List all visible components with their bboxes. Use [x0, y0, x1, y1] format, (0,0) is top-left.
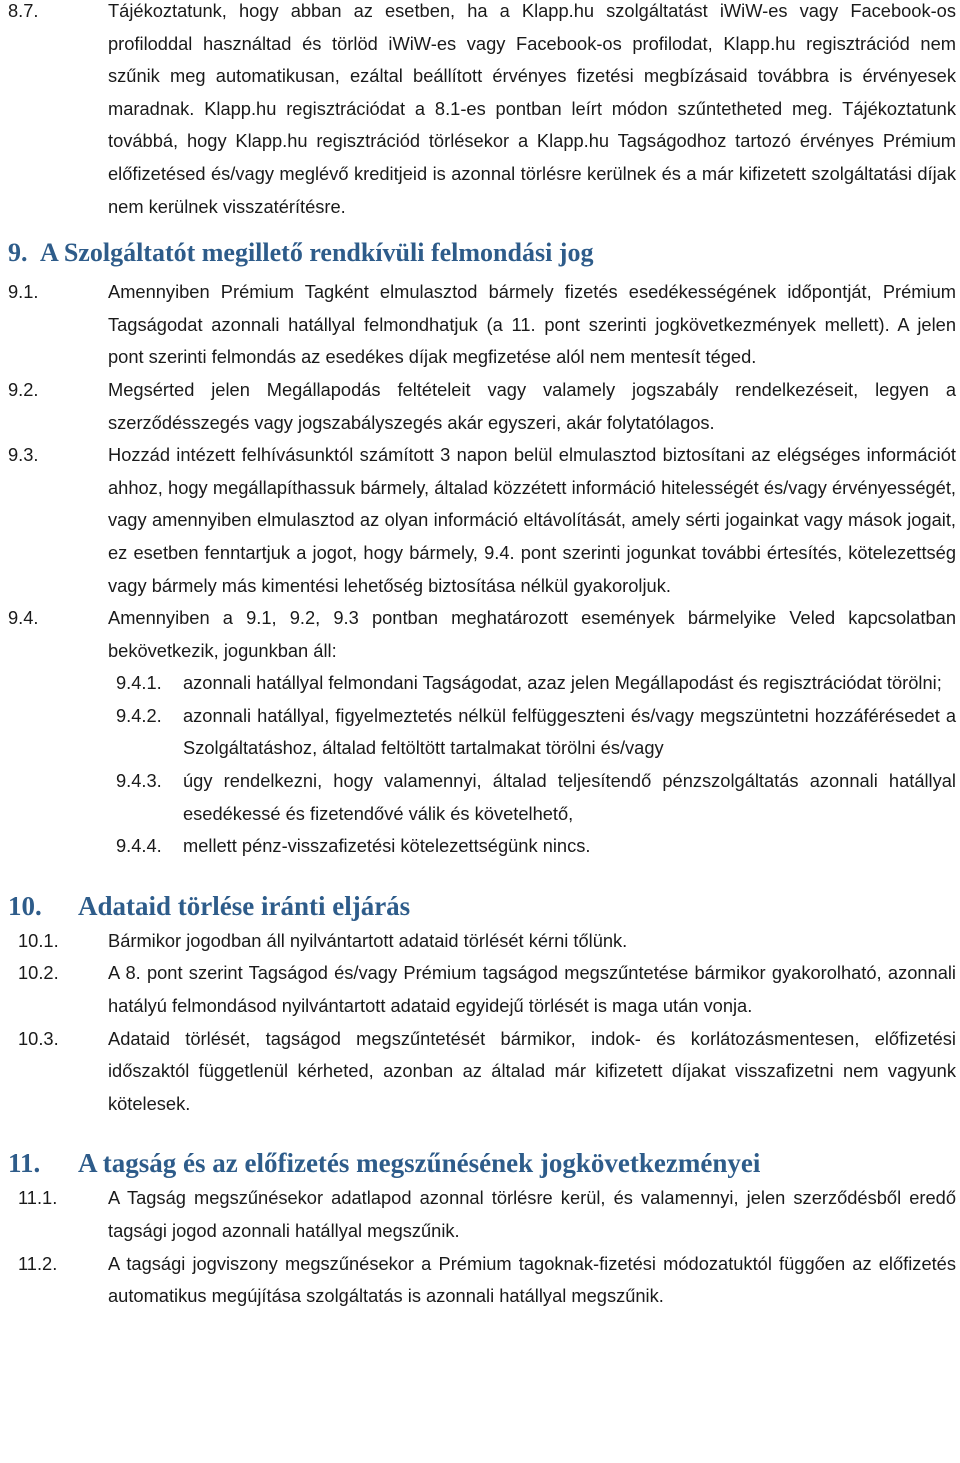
clause-number: 10.3.	[18, 1027, 59, 1049]
clause-number: 9.4.3.	[116, 770, 162, 792]
section-number: 11.	[8, 1148, 41, 1179]
clause-number: 10.2.	[18, 962, 59, 984]
clause-10-3	[8, 1023, 956, 1121]
clause-9-2	[8, 374, 956, 439]
clause-text: A tagsági jogviszony megszűnésekor a Prémium tagoknak-fizetési módozatuktól függően az előfizetés automatikus megújítása szolgáltatás is azonnali hatállyal megszűnik.	[108, 1252, 956, 1307]
clause-number: 9.4.	[8, 607, 39, 629]
clause-text: Bármikor jogodban áll nyilvántartott adataid törlését kérni tőlünk.	[108, 929, 628, 951]
clause-text: Hozzád intézett felhívásunktól számított 3 napon belül elmulasztod biztosítani az elégséges információt ahhoz, hogy megállapíthassuk bármely, általad közzétett információ hitelességét és/vagy érvényességét, vagy amennyiben elmulasztod az olyan információ eltávolítását, amely sérti jogainkat vagy mások jogait, ez esetben fenntartjuk a jogot, hogy bármely, 9.4. pont szerinti jogunkat további értesítés, kötelezettség vagy bármely más kimentési lehetőség biztosítása nélkül gyakoroljuk.	[108, 444, 956, 596]
section-number: 9.	[8, 238, 28, 268]
clause-number: 11.2.	[18, 1252, 58, 1274]
clause-9-4	[8, 602, 956, 667]
section-title: A Szolgáltatót megillető rendkívüli felmondási jog	[40, 238, 594, 268]
clause-text: mellett pénz-visszafizetési kötelezettségünk nincs.	[183, 835, 591, 857]
section-9-heading	[8, 236, 956, 270]
clause-text: azonnali hatállyal felmondani Tagságodat, azaz jelen Megállapodást és regisztrációdat törölni;	[183, 672, 942, 694]
clause-text: A 8. pont szerint Tagságod és/vagy Prémium tagságod megszűntetése bármikor gyakorolható, azonnali hatályú felmondásod nyilvántartott adataid egyidejű törlését is maga után vonja.	[108, 962, 956, 1017]
clause-number: 9.4.4.	[116, 835, 162, 857]
clause-number: 9.1.	[8, 281, 39, 303]
section-number: 10.	[8, 890, 42, 921]
clause-text: Amennyiben Prémium Tagként elmulasztod bármely fizetés esedékességének időpontját, Prémium Tagságodat azonnali hatállyal felmondhatjuk (a 11. pont szerinti jogkövetkezmények mellett). A jelen pont szerinti felmondás az esedékes díjak megfizetése alól nem mentesít téged.	[108, 281, 956, 368]
clause-number: 11.1.	[18, 1187, 58, 1209]
clause-11-2	[8, 1248, 956, 1313]
clause-number: 10.1.	[18, 929, 59, 951]
clause-number: 9.2.	[8, 378, 39, 400]
section-title: A tagság és az előfizetés megszűnésének jogkövetkezményei	[78, 1148, 761, 1179]
clause-9-4-3	[8, 765, 956, 830]
clause-text: Amennyiben a 9.1, 9.2, 9.3 pontban meghatározott események bármelyike Veled kapcsolatban bekövetkezik, jogunkban áll:	[108, 607, 956, 661]
clause-10-1	[8, 925, 956, 958]
clause-8-7	[8, 0, 956, 223]
clause-9-1	[8, 276, 956, 374]
clause-text: A Tagság megszűnésekor adatlapod azonnal törlésre kerül, és valamennyi, jelen szerződésből eredő tagsági jogod azonnali hatállyal megszűnik.	[108, 1187, 956, 1241]
clause-text: azonnali hatállyal, figyelmeztetés nélkül felfüggeszteni és/vagy megszüntetni hozzáférésedet a Szolgáltatáshoz, általad feltöltött tartalmakat törölni és/vagy	[183, 704, 956, 759]
clause-number: 9.3.	[8, 444, 39, 466]
clause-number: 9.4.2.	[116, 704, 162, 726]
clause-9-4-1	[8, 667, 956, 700]
clause-9-3	[8, 439, 956, 602]
clause-text: Adataid törlését, tagságod megszűntetését bármikor, indok- és korlátozásmentesen, előfizetési időszaktól függetlenül kérheted, azonban az általad már kifizetett díjakat visszafizetni nem vagyunk kötelesek.	[108, 1027, 956, 1114]
section-11-heading	[8, 1146, 956, 1180]
clause-9-4-2	[8, 700, 956, 765]
clause-text: úgy rendelkezni, hogy valamennyi, általad teljesítendő pénzszolgáltatás azonnali hatállyal esedékessé és fizetendővé válik és követelhető,	[183, 770, 956, 824]
clause-text: Tájékoztatunk, hogy abban az esetben, ha a Klapp.hu szolgáltatást iWiW-es vagy Facebook-os profiloddal használtad és törlöd iWiW-es vagy Facebook-os profilodat, Klapp.hu regisztrációd nem szűnik meg automatikusan, ezáltal beállított érvényes fizetési megbízásaid továbbra is érvényesek maradnak. Klapp.hu regisztrációdat a 8.1-es pontban leírt módon szűntetheted meg. Tájékoztatunk továbbá, hogy Klapp.hu regisztrációd törlésekor a Klapp.hu Tagságodhoz tartozó érvényes Prémium előfizetésed és/vagy meglévő kreditjeid is azonnal törlésre kerülnek és a már kifizetett szolgáltatási díjak nem kerülnek visszatérítésre.	[108, 0, 956, 217]
section-10-heading	[8, 889, 956, 923]
clause-number: 8.7.	[8, 0, 39, 21]
clause-10-2	[8, 957, 956, 1022]
clause-text: Megsérted jelen Megállapodás feltételeit vagy valamely jogszabály rendelkezéseit, legyen a szerződésszegés vagy jogszabályszegés akár egyszeri, akár folytatólagos.	[108, 378, 956, 433]
clause-11-1	[8, 1182, 956, 1247]
clause-9-4-4	[8, 830, 956, 863]
clause-number: 9.4.1.	[116, 672, 162, 694]
section-title: Adataid törlése iránti eljárás	[78, 890, 411, 921]
